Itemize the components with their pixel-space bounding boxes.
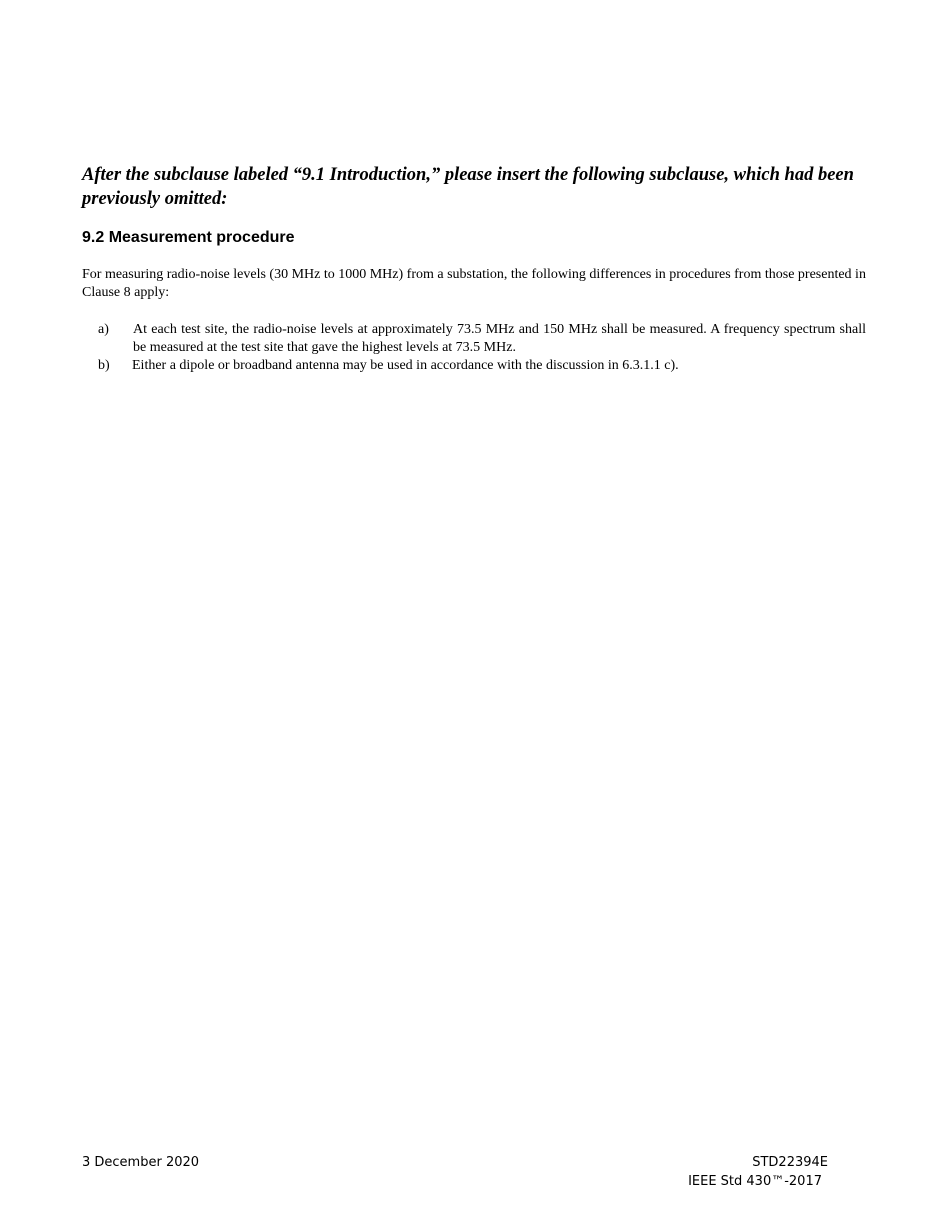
procedure-list <box>82 321 866 375</box>
list-item <box>82 321 866 357</box>
list-marker: b) <box>98 358 110 373</box>
footer-standard: IEEE Std 430™-2017 <box>688 1174 822 1189</box>
editorial-instruction: After the subclause labeled “9.1 Introduction,” please insert the following subclause, which had been previously omitted: <box>82 165 854 209</box>
list-item <box>82 357 866 375</box>
list-marker: a) <box>98 322 109 337</box>
intro-paragraph: For measuring radio-noise levels (30 MHz to 1000 MHz) from a substation, the following differences in procedures from those presented in Clause 8 apply: <box>82 267 866 300</box>
list-item-text: At each test site, the radio-noise levels at approximately 73.5 MHz and 150 MHz shall be measured. A frequency spectrum shall be measured at the test site that gave the highest levels at 73.5 MHz. <box>133 322 866 355</box>
section-heading: 9.2 Measurement procedure <box>82 229 295 246</box>
list-item-text: Either a dipole or broadband antenna may be used in accordance with the discussion in 6.3.1.1 c). <box>132 358 679 373</box>
footer-date: 3 December 2020 <box>82 1155 200 1170</box>
footer-doc-id: STD22394E <box>752 1155 828 1170</box>
